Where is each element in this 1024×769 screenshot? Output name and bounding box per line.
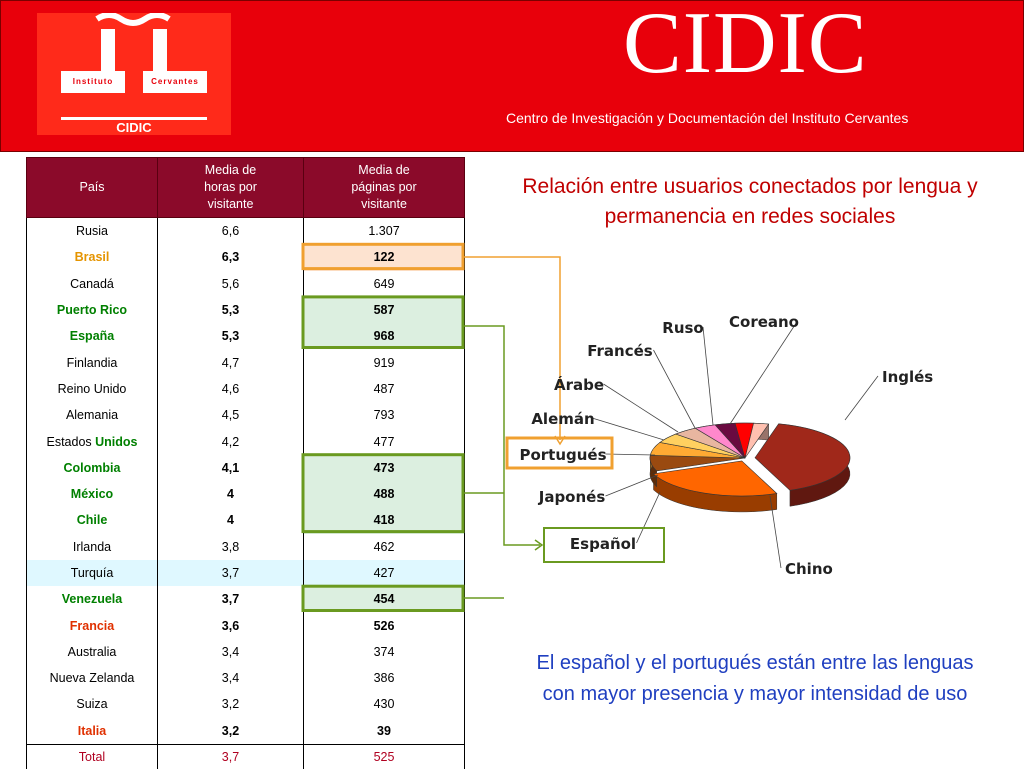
- highlight-puertorico-espana: [303, 297, 463, 348]
- cell-pais: Australia: [27, 639, 158, 665]
- cell-horas: 3,4: [158, 639, 304, 665]
- cell-horas: 3,4: [158, 665, 304, 691]
- cell-pais: Turquía: [27, 560, 158, 586]
- pie-label-coreano: Coreano: [729, 313, 799, 331]
- pie-label-ruso: Ruso: [662, 319, 704, 337]
- cell-pais: Chile: [27, 507, 158, 533]
- cell-paginas: 386: [304, 665, 465, 691]
- cell-horas: 3,2: [158, 718, 304, 745]
- cell-horas: 3,2: [158, 691, 304, 717]
- cell-pais: Irlanda: [27, 534, 158, 560]
- cell-pais: Puerto Rico: [27, 297, 158, 323]
- col-header-line: horas por: [204, 180, 257, 194]
- cell-horas: 5,6: [158, 271, 304, 297]
- cell-horas: 3,8: [158, 534, 304, 560]
- pie-label-alemán: Alemán: [531, 410, 595, 428]
- cell-horas: 6,6: [158, 218, 304, 245]
- logo-text-cidic: CIDIC: [116, 120, 152, 135]
- pie-label-portugués: Portugués: [519, 446, 607, 464]
- conclusion-text: El español y el portugués están entre las lenguas con mayor presencia y mayor intensidad de uso: [536, 652, 974, 705]
- connector-espanol: [463, 326, 540, 545]
- col-header-line: visitante: [361, 197, 407, 211]
- total-paginas: 525: [304, 744, 465, 769]
- cell-paginas: 473: [304, 455, 465, 481]
- cell-pais: Brasil: [27, 244, 158, 270]
- pie-label-árabe: Árabe: [553, 376, 605, 394]
- cell-pais-part: Unidos: [95, 434, 138, 449]
- cell-pais-part: Estados: [46, 434, 96, 449]
- cell-pais: Italia: [27, 718, 158, 745]
- cell-paginas: 454: [304, 586, 465, 612]
- cell-horas: 4,1: [158, 455, 304, 481]
- col-header-line: País: [79, 180, 105, 194]
- total-horas: 3,7: [158, 744, 304, 769]
- cell-pais: Finlandia: [27, 349, 158, 375]
- cell-paginas: 374: [304, 639, 465, 665]
- cell-paginas: 526: [304, 612, 465, 638]
- cell-pais: México: [27, 481, 158, 507]
- col-header-line: páginas por: [351, 180, 417, 194]
- cell-paginas: 427: [304, 560, 465, 586]
- cell-horas: 3,6: [158, 612, 304, 638]
- cell-paginas: 649: [304, 271, 465, 297]
- pie-label-chino: Chino: [785, 560, 833, 578]
- cell-horas: 5,3: [158, 297, 304, 323]
- highlight-venezuela: [303, 586, 463, 610]
- chart-title: Relación entre usuarios conectados por lengua y permanencia en redes sociales: [522, 175, 978, 228]
- cell-paginas: 430: [304, 691, 465, 717]
- leader-line: [703, 327, 713, 425]
- cell-paginas: 418: [304, 507, 465, 533]
- cell-pais: Suiza: [27, 691, 158, 717]
- leader-line: [654, 350, 696, 428]
- cell-horas: 4: [158, 481, 304, 507]
- cell-pais: Reino Unido: [27, 376, 158, 402]
- cell-pais: Venezuela: [27, 586, 158, 612]
- cell-paginas: 122: [304, 244, 465, 270]
- cell-pais: España: [27, 323, 158, 349]
- cell-paginas: 39: [304, 718, 465, 745]
- cell-horas: 5,3: [158, 323, 304, 349]
- cell-pais: Francia: [27, 612, 158, 638]
- brand-title: CIDIC: [623, 0, 868, 92]
- cell-pais: Nueva Zelanda: [27, 665, 158, 691]
- cell-paginas: 477: [304, 428, 465, 454]
- cell-paginas: 462: [304, 534, 465, 560]
- col-header-line: visitante: [207, 197, 254, 211]
- cell-horas: 3,7: [158, 586, 304, 612]
- col-header-line: Media de: [358, 163, 410, 177]
- cell-pais: Colombia: [27, 455, 158, 481]
- cell-pais: Rusia: [27, 218, 158, 245]
- cell-paginas: 488: [304, 481, 465, 507]
- cell-paginas: 587: [304, 297, 465, 323]
- cell-paginas: 1.307: [304, 218, 465, 245]
- highlight-colombia-chile: [303, 455, 463, 532]
- logo-text-instituto: Instituto: [72, 77, 114, 86]
- brand-subtitle: Centro de Investigación y Documentación del Instituto Cervantes: [506, 110, 909, 126]
- col-header-line: Media de: [204, 163, 257, 177]
- cell-paginas: 968: [304, 323, 465, 349]
- cell-horas: 4,2: [158, 428, 304, 454]
- cell-paginas: 793: [304, 402, 465, 428]
- leader-line: [637, 492, 661, 543]
- leader-line: [845, 376, 878, 420]
- pie-label-francés: Francés: [587, 342, 653, 360]
- cell-horas: 4,6: [158, 376, 304, 402]
- highlight-brasil: [303, 244, 463, 268]
- pie-label-japonés: Japonés: [538, 488, 606, 506]
- pie-label-español: Español: [569, 535, 637, 553]
- cell-horas: 4,5: [158, 402, 304, 428]
- logo-text-cervantes: Cervantes: [151, 77, 199, 86]
- cell-pais: Alemania: [27, 402, 158, 428]
- cell-horas: 4: [158, 507, 304, 533]
- total-pais: Total: [27, 744, 158, 769]
- cell-horas: 3,7: [158, 560, 304, 586]
- leader-line: [606, 475, 659, 496]
- cell-paginas: 487: [304, 376, 465, 402]
- pie-label-inglés: Inglés: [882, 368, 934, 386]
- cell-horas: 6,3: [158, 244, 304, 270]
- cell-pais: Canadá: [27, 271, 158, 297]
- leader-line: [730, 321, 798, 424]
- cell-paginas: 919: [304, 349, 465, 375]
- cell-horas: 4,7: [158, 349, 304, 375]
